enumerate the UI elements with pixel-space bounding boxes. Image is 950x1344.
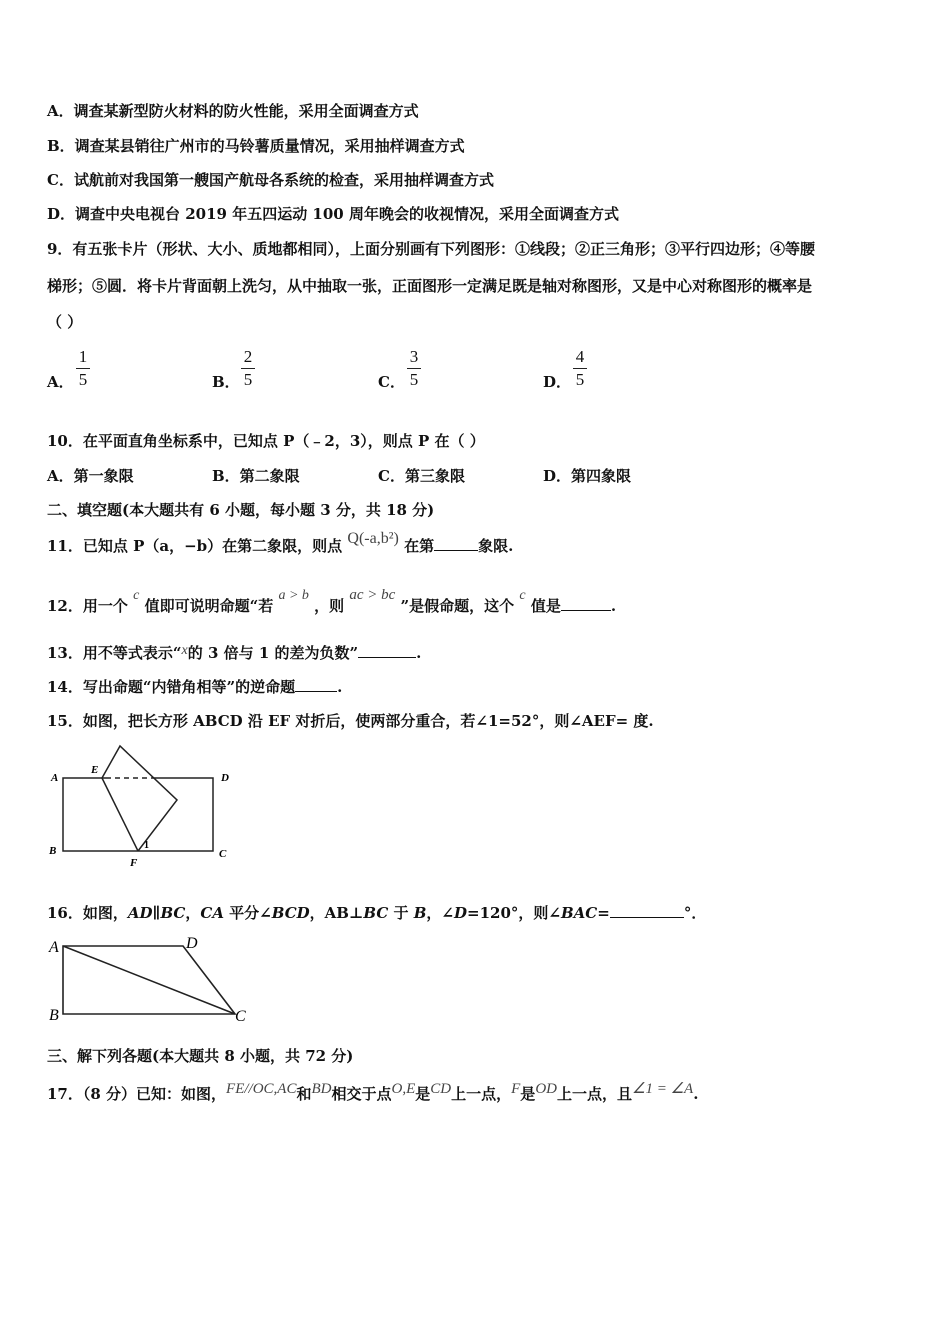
- q17-t7: .: [693, 1085, 699, 1103]
- label-c: C: [235, 1008, 246, 1025]
- q9-option-a-label: A．: [47, 373, 74, 391]
- section-2-heading: 二、填空题(本大题共有 6 小题，每小题 3 分，共 18 分): [47, 501, 435, 519]
- folded-flap: [102, 746, 177, 851]
- q13-var-x: x: [181, 643, 188, 658]
- q13-end: .: [416, 644, 422, 662]
- fraction-numerator: 1: [78, 347, 88, 366]
- q17-m7: ∠1 = ∠A: [632, 1081, 694, 1097]
- fraction-denominator: 5: [575, 370, 585, 389]
- q16-d: D: [454, 904, 468, 922]
- q17-t1: 和: [296, 1085, 312, 1103]
- section-3-heading: 三、解下列各题(本大题共 8 小题，共 72 分): [47, 1047, 354, 1065]
- label-d: D: [221, 772, 229, 784]
- label-b: B: [49, 1007, 59, 1024]
- q12-p5: 值是: [530, 597, 561, 615]
- fraction-numerator: 4: [575, 347, 585, 366]
- q15-figure: [45, 740, 245, 875]
- q8-option-b: B．调查某县销往广州市的马铃薯质量情况，采用抽样调查方式: [47, 137, 465, 155]
- q8-option-c: C．试航前对我国第一艘国产航母各系统的检查，采用抽样调查方式: [47, 171, 494, 189]
- rectangle-abcd: [63, 778, 213, 851]
- label-a: A: [51, 772, 59, 784]
- q11-mid: 在第: [404, 537, 435, 555]
- q12: [47, 587, 617, 618]
- q16-t4: 于: [388, 904, 414, 922]
- q10-stem: 10．在平面直角坐标系中，已知点 P（﹣2，3），则点 P 在（ ）: [47, 432, 485, 450]
- label-a: A: [49, 939, 59, 956]
- q13-pre: 13．用不等式表示“: [47, 644, 182, 662]
- q17: [47, 1081, 699, 1105]
- label-d: D: [186, 935, 198, 952]
- q8-option-d: D．调查中央电视台 2019 年五四运动 100 周年晚会的收视情况，采用全面调查方式: [47, 205, 619, 223]
- q16-t2: 平分∠: [223, 904, 272, 922]
- q12-answer-blank: [561, 610, 611, 611]
- q17-pre: 17．（8 分）已知：如图，: [47, 1085, 227, 1103]
- q17-m3: O,E: [391, 1081, 416, 1097]
- label-e: E: [91, 764, 99, 776]
- q9-option-d-fraction: [573, 348, 587, 389]
- label-b: B: [49, 845, 57, 857]
- q16-b: B: [413, 904, 427, 922]
- q11-answer-blank: [434, 550, 478, 551]
- q9-option-b-label: B．: [212, 373, 240, 391]
- q9-stem-line3: （ ）: [47, 313, 83, 331]
- q13-post: 的 3 倍与 1 的差为负数”: [187, 644, 359, 662]
- q17-m6: OD: [535, 1081, 557, 1097]
- q16-figure: [45, 930, 265, 1030]
- q14-end: .: [337, 678, 343, 696]
- q13-answer-blank: [358, 657, 416, 658]
- q12-p2: 值即可说明命题“若: [144, 597, 274, 615]
- q9-stem-line2: 梯形；⑤圆．将卡片背面朝上洗匀，从中抽取一张，正面图形一定满足既是轴对称图形，又是中心对称图形的概率是: [47, 277, 813, 295]
- q17-m4: CD: [430, 1081, 452, 1097]
- q17-t4: 上一点，: [451, 1085, 512, 1103]
- fraction-denominator: 5: [78, 370, 88, 389]
- q11-pre: 11．已知点 P（a，−b）在第二象限，则点: [47, 537, 343, 555]
- q17-t6: 上一点，且: [556, 1085, 632, 1103]
- q16-t7: =: [597, 904, 610, 922]
- label-c: C: [219, 848, 227, 860]
- q10-option-a: A．第一象限: [47, 467, 134, 485]
- fraction-denominator: 5: [243, 370, 253, 389]
- q16-t6: =120°，则∠: [467, 904, 561, 922]
- q10-option-b: B．第二象限: [212, 467, 300, 485]
- q9-option-c-fraction: [407, 348, 421, 389]
- q9-option-c-label: C．: [378, 373, 405, 391]
- fraction-numerator: 3: [409, 347, 419, 366]
- label-angle-1: 1: [144, 840, 149, 851]
- q12-p4: ”是假命题，这个: [400, 597, 515, 615]
- q12-var-c2: c: [519, 588, 526, 603]
- q14-pre: 14．写出命题“内错角相等”的逆命题: [47, 678, 296, 696]
- q11: [47, 530, 514, 557]
- q9-option-a-fraction: [76, 348, 90, 389]
- q12-var-c: c: [133, 588, 140, 603]
- fraction-denominator: 5: [409, 370, 419, 389]
- q11-point-q: Q(-a,b²): [347, 530, 399, 547]
- q17-m1: FE//OC,AC: [226, 1081, 297, 1097]
- q16-ad-bc: AD∥BC: [127, 904, 186, 922]
- q12-conclusion: ac > bc: [349, 587, 396, 603]
- q16-t3: ，AB⊥: [309, 904, 364, 922]
- q16: [47, 903, 706, 923]
- q16-bac: BAC: [560, 904, 598, 922]
- q14-answer-blank: [295, 691, 337, 692]
- q17-m2: BD: [311, 1081, 332, 1097]
- fraction-numerator: 2: [243, 347, 253, 366]
- q16-bc: BC: [363, 904, 389, 922]
- q16-t1: ，: [185, 904, 201, 922]
- q14: [47, 677, 342, 697]
- q17-m5: F: [511, 1081, 521, 1097]
- q16-answer-blank: [610, 917, 684, 918]
- q11-post: 象限.: [478, 537, 514, 555]
- q17-t5: 是: [520, 1085, 536, 1103]
- q15-stem: 15．如图，把长方形 ABCD 沿 EF 对折后，使两部分重合，若∠1=52°，则∠AEF= 度.: [47, 712, 654, 730]
- q12-condition: a > b: [278, 588, 309, 603]
- q13: [47, 643, 421, 665]
- q9-option-b-fraction: [241, 348, 255, 389]
- q12-p3: ，则: [314, 597, 345, 615]
- q17-t3: 是: [415, 1085, 431, 1103]
- q12-p6: .: [610, 597, 617, 615]
- label-f: F: [130, 857, 138, 869]
- q8-option-a: A．调查某新型防火材料的防火性能，采用全面调查方式: [47, 102, 419, 120]
- q9-stem-line1: 9．有五张卡片（形状、大小、质地都相同），上面分别画有下列图形：①线段；②正三角形；③平行四边形；④等腰: [47, 240, 815, 258]
- q16-pre: 16．如图，: [47, 904, 128, 922]
- q16-t8: °．: [683, 904, 707, 922]
- q10-option-c: C．第三象限: [378, 467, 465, 485]
- q12-p1: 12．用一个: [47, 597, 128, 615]
- fold-line-ef: [102, 778, 138, 851]
- q10-option-d: D．第四象限: [543, 467, 632, 485]
- q16-t5: ，∠: [426, 904, 454, 922]
- q16-bcd: BCD: [271, 904, 310, 922]
- q9-option-d-label: D．: [543, 373, 572, 391]
- q17-t2: 相交于点: [331, 1085, 392, 1103]
- q16-ca: CA: [200, 904, 224, 922]
